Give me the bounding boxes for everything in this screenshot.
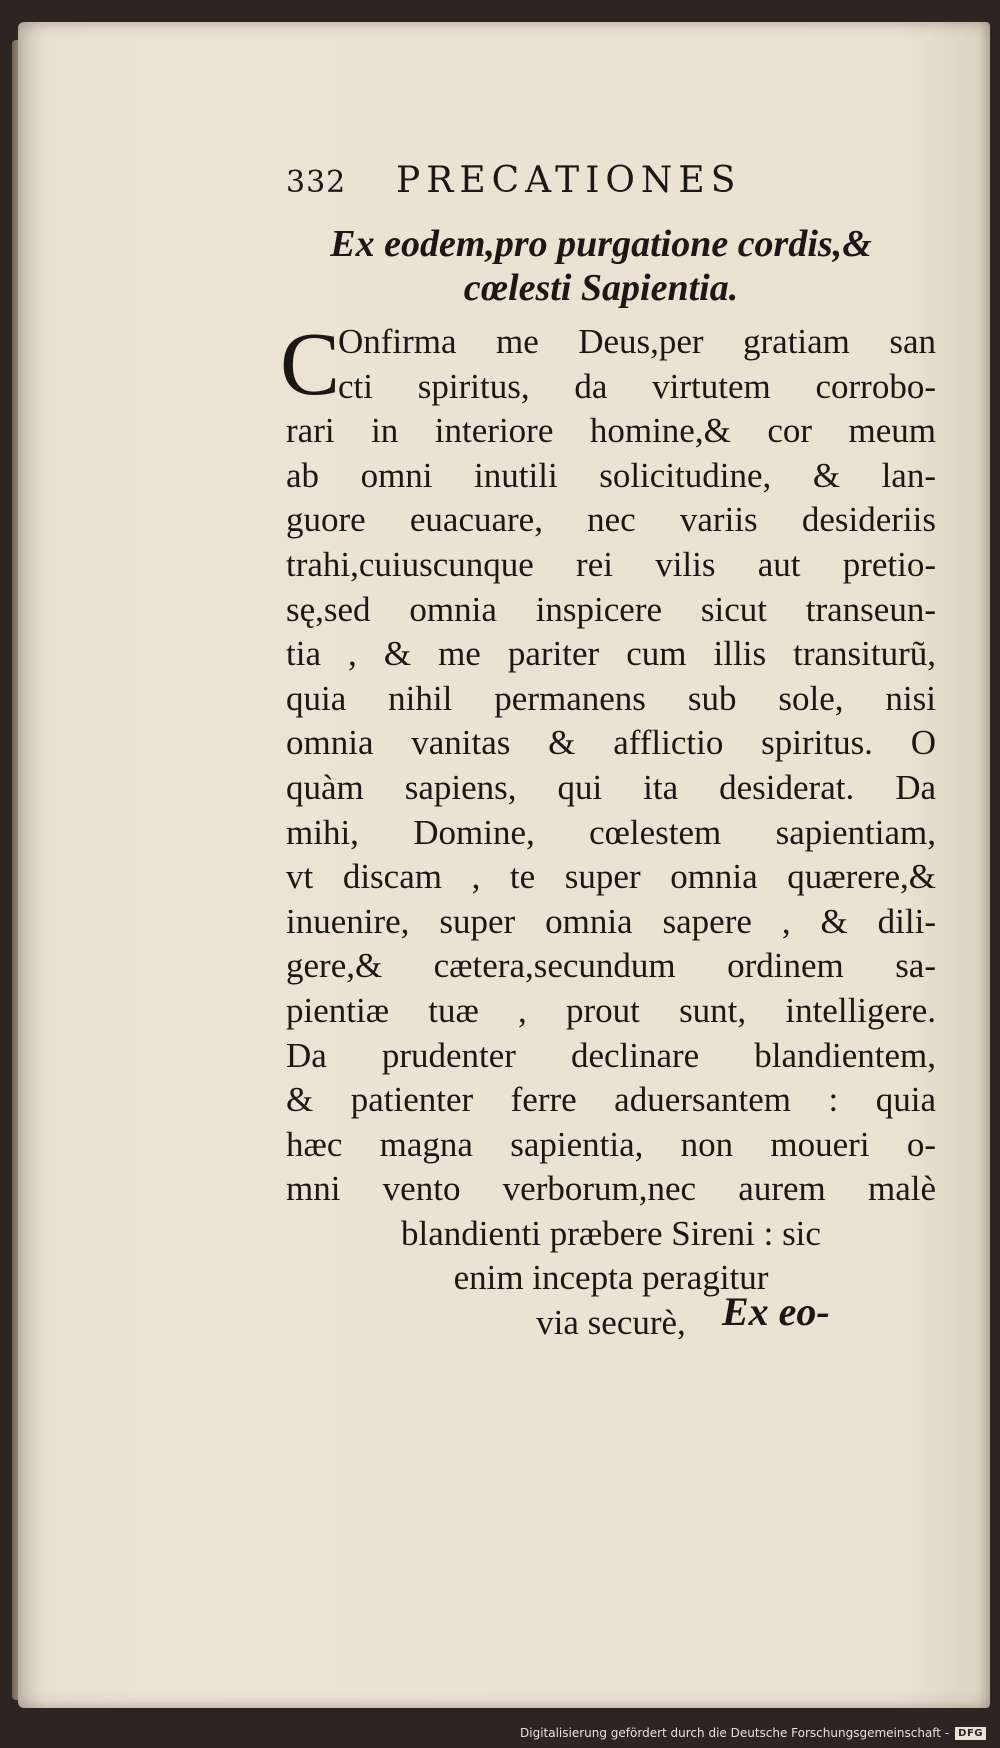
body-line: quia nihil permanens sub sole, nisi: [286, 678, 936, 718]
body-line: vt discam , te super omnia quærere,&: [286, 857, 936, 897]
body-line: omnia vanitas & afflictio spiritus. O: [286, 723, 936, 763]
body-line: guore euacuare, nec variis desideriis: [286, 500, 936, 540]
heading-line-2: cœlesti Sapientia.: [463, 267, 739, 309]
body-line: Onfirma me Deus,per gratiam san: [338, 322, 936, 361]
body-line: trahi,cuiuscunque rei vilis aut pretio-: [286, 544, 936, 584]
running-title: PRECATIONES: [396, 160, 742, 201]
digitization-credit: [520, 1726, 986, 1740]
body-line: rari in interiore homine,& cor meum: [286, 411, 936, 451]
body-line: via securè,: [536, 1303, 686, 1343]
body-line: & patienter ferre aduersantem : quia: [286, 1080, 936, 1120]
body-text: [280, 315, 936, 1346]
body-line: blandienti præbere Sireni : sic: [401, 1213, 821, 1253]
dfg-logo: DFG: [955, 1727, 986, 1740]
body-line: tia , & me pariter cum illis transiturũ,: [286, 634, 936, 674]
body-line: inuenire, super omnia sapere , & dili-: [286, 901, 936, 941]
body-line: hæc magna sapientia, non moueri o-: [286, 1124, 936, 1164]
drop-cap: C: [280, 315, 341, 414]
page-number: 332: [286, 165, 347, 200]
running-head: [286, 160, 936, 216]
catchword: Ex eo-: [722, 1289, 830, 1334]
body-line: ab omni inutili solicitudine, & lan-: [286, 455, 936, 495]
body-line: enim incepta peragitur: [453, 1258, 769, 1298]
body-line: gere,& cætera,secundum ordinem sa-: [286, 946, 936, 986]
body-line: cti spiritus, da virtutem corrobo-: [338, 366, 936, 406]
body-line: pientiæ tuæ , prout sunt, intelligere.: [286, 990, 936, 1030]
body-line: quàm sapiens, qui ita desiderat. Da: [286, 767, 936, 807]
body-line: mni vento verborum,nec aurem malè: [286, 1169, 936, 1209]
text-block: [280, 160, 936, 1346]
heading-line-1: Ex eodem,pro purgatione cordis,&: [330, 223, 872, 265]
section-heading: [276, 222, 926, 310]
credit-text: Digitalisierung gefördert durch die Deutsche Forschungsgemeinschaft -: [520, 1726, 950, 1740]
body-line: Da prudenter declinare blandientem,: [286, 1035, 936, 1075]
body-line: mihi, Domine, cœlestem sapientiam,: [286, 812, 936, 852]
body-line: sę,sed omnia inspicere sicut transeun-: [286, 589, 936, 629]
